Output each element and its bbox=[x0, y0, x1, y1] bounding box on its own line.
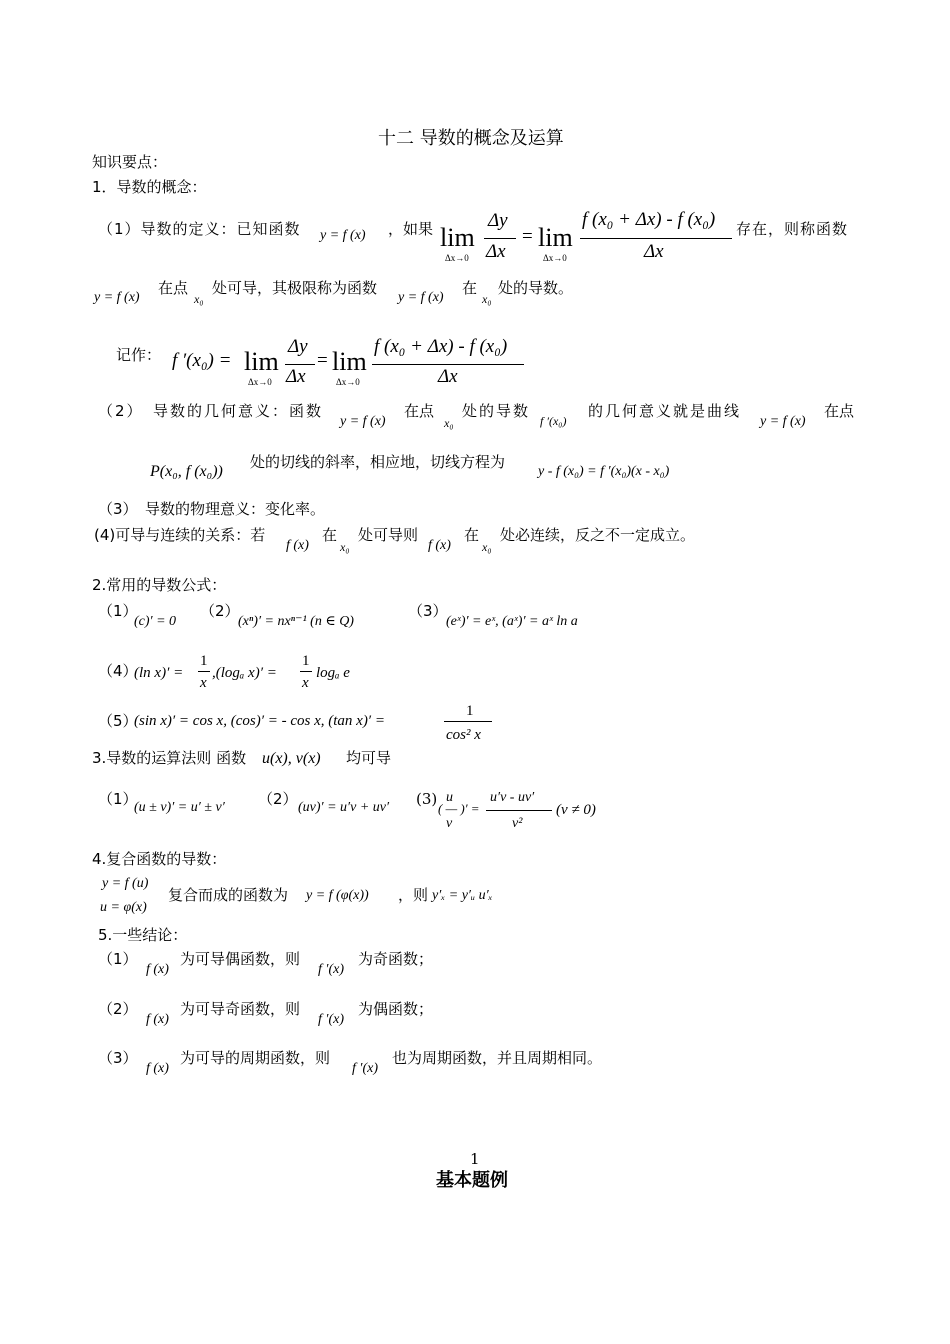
continuity-x0-2: x₀ bbox=[482, 540, 492, 554]
line2-derivative-end: 处的导数。 bbox=[498, 279, 574, 297]
line2-function: y = f (x) bbox=[94, 290, 140, 305]
notation-dy: Δy bbox=[288, 336, 308, 357]
rule-3-numerator: u′v - uv′ bbox=[490, 790, 535, 805]
formula-5-trig: (sin x)′ = cos x, (cos)′ = - cos x, (tan x)′ = bbox=[134, 713, 385, 729]
fraction-bar-1 bbox=[484, 238, 516, 239]
tangent-point: P(x₀, f (x₀)) bbox=[150, 463, 223, 480]
rule-3-u: u bbox=[446, 790, 453, 805]
rule-3-paren: ( — )′ = bbox=[438, 801, 480, 816]
rule-2-label: （2） bbox=[258, 790, 298, 808]
continuity-text-a: (4)可导与连续的关系：若 bbox=[94, 526, 266, 544]
geometric-function: y = f (x) bbox=[340, 414, 386, 429]
formula-4-x-a: x bbox=[200, 675, 207, 691]
continuity-text-c: 处可导则 bbox=[358, 526, 419, 544]
geometric-at-point: 在点 bbox=[404, 402, 435, 420]
rule-1: (u ± v)′ = u′ ± v′ bbox=[134, 800, 225, 815]
notation-denominator: Δx bbox=[438, 366, 458, 387]
definition-exists: 存在，则称函数 bbox=[736, 220, 849, 238]
section-3-uv: u(x), v(x) bbox=[262, 750, 321, 767]
section-3-heading: 3.导数的运算法则 函数 bbox=[92, 749, 247, 767]
fraction-bar-3 bbox=[285, 364, 315, 365]
line2-at: 在 bbox=[462, 279, 478, 297]
physical-meaning: （3） 导数的物理意义：变化率。 bbox=[98, 500, 326, 518]
line2-at-point: 在点 bbox=[158, 279, 189, 297]
conclusion-2-derivative: f ′(x) bbox=[318, 1012, 344, 1027]
notation-label: 记作： bbox=[116, 346, 162, 364]
composite-text-a: 复合而成的函数为 bbox=[168, 886, 289, 904]
limit-symbol-4: lim bbox=[332, 347, 367, 376]
page-number: 1 bbox=[470, 1150, 480, 1168]
conclusion-2-text-b: 为偶函数； bbox=[358, 1000, 434, 1018]
page-title: 十二 导数的概念及运算 bbox=[378, 128, 564, 149]
formula-5-label: （5） bbox=[98, 712, 138, 730]
formula-2: (xⁿ)′ = nxⁿ⁻¹ (n ∈ Q) bbox=[238, 614, 354, 629]
formula-4-log: ,(logₐ x)′ = bbox=[212, 665, 277, 681]
formula-1: (c)′ = 0 bbox=[134, 614, 177, 629]
notation-dx: Δx bbox=[286, 366, 306, 387]
limit-subscript-4: Δx→0 bbox=[336, 377, 360, 387]
next-section-heading: 基本题例 bbox=[436, 1170, 508, 1191]
formula-4-one-a: 1 bbox=[200, 653, 208, 669]
formula-4-loge: logₐ e bbox=[316, 665, 350, 681]
limit-subscript-3: Δx→0 bbox=[248, 377, 272, 387]
rule-1-label: （1） bbox=[98, 790, 138, 808]
composite-function: y = f (φ(x)) bbox=[306, 888, 369, 903]
formula-4-x-b: x bbox=[302, 675, 309, 691]
chain-rule: y′ₓ = y′ᵤ u′ₓ bbox=[432, 888, 493, 903]
geometric-label: （2） 导数的几何意义：函数 bbox=[98, 402, 324, 420]
definition-if: ，如果 bbox=[388, 220, 434, 238]
definition-function: y = f (x) bbox=[320, 228, 366, 243]
conclusion-3-label: （3） bbox=[98, 1049, 138, 1067]
limit-symbol-1: lim bbox=[440, 223, 475, 252]
fraction-bar-2 bbox=[580, 238, 732, 239]
equals-1: = bbox=[522, 226, 533, 247]
section-2-heading: 2.常用的导数公式： bbox=[92, 576, 227, 594]
limit-subscript-2: Δx→0 bbox=[543, 253, 567, 263]
formula-2-label: （2） bbox=[200, 602, 240, 620]
tangent-text: 处的切线的斜率，相应地，切线方程为 bbox=[250, 453, 506, 471]
formula-3-label: （3） bbox=[408, 602, 448, 620]
rule-3-denominator: v² bbox=[512, 816, 523, 831]
continuity-x0: x₀ bbox=[340, 540, 350, 554]
limit-subscript-1: Δx→0 bbox=[445, 253, 469, 263]
conclusion-3-fx: f (x) bbox=[146, 1061, 169, 1076]
geometric-x0: x₀ bbox=[444, 416, 454, 430]
rule-2: (uv)′ = u′v + uv′ bbox=[298, 800, 390, 815]
geometric-derivative-text: 处的导数 bbox=[462, 402, 531, 420]
conclusion-1-text-b: 为奇函数； bbox=[358, 950, 434, 968]
conclusion-3-text-b: 也为周期函数，并且周期相同。 bbox=[392, 1049, 603, 1067]
formula-5-bar bbox=[444, 721, 492, 722]
continuity-fx-2: f (x) bbox=[428, 538, 451, 553]
line2-x0: x₀ bbox=[194, 292, 204, 306]
conclusion-1-fx: f (x) bbox=[146, 962, 169, 977]
formula-4-ln: (ln x)′ = bbox=[134, 665, 184, 681]
difference-quotient-numerator: f (x₀ + Δx) - f (x₀) bbox=[582, 209, 716, 230]
conclusion-3-derivative: f ′(x) bbox=[352, 1061, 378, 1076]
knowledge-heading: 知识要点： bbox=[92, 153, 168, 171]
line2-x0-2: x₀ bbox=[482, 292, 492, 306]
difference-quotient-denominator: Δx bbox=[644, 241, 664, 262]
composite-system-2: u = φ(x) bbox=[100, 900, 147, 915]
conclusion-2-fx: f (x) bbox=[146, 1012, 169, 1027]
conclusion-2-text-a: 为可导奇函数，则 bbox=[180, 1000, 301, 1018]
tangent-equation: y - f (x₀) = f ′(x₀)(x - x₀) bbox=[538, 464, 670, 479]
formula-5-one: 1 bbox=[466, 703, 474, 719]
section-1-heading: 1．导数的概念： bbox=[92, 178, 207, 196]
limit-symbol-2: lim bbox=[538, 223, 573, 252]
formula-4-bar-a bbox=[198, 671, 210, 672]
continuity-text-e: 处必连续，反之不一定成立。 bbox=[500, 526, 696, 544]
formula-4-one-b: 1 bbox=[302, 653, 310, 669]
limit-symbol-3: lim bbox=[244, 347, 279, 376]
formula-4-label: （4） bbox=[98, 662, 138, 680]
notation-numerator: f (x₀ + Δx) - f (x₀) bbox=[374, 336, 508, 357]
formula-1-label: （1） bbox=[98, 602, 138, 620]
notation-lhs: f ′(x₀) = bbox=[172, 350, 232, 371]
definition-label: （1）导数的定义：已知函数 bbox=[98, 220, 301, 238]
composite-text-b: ，则 bbox=[398, 886, 429, 904]
conclusion-2-label: （2） bbox=[98, 1000, 138, 1018]
conclusion-1-label: （1） bbox=[98, 950, 138, 968]
formula-4-bar-b bbox=[300, 671, 312, 672]
fraction-dy: Δy bbox=[488, 210, 508, 231]
rule-3-bar bbox=[486, 810, 552, 811]
rule-3-label: (3) bbox=[416, 790, 438, 808]
formula-5-cos2: cos² x bbox=[446, 727, 481, 743]
geometric-at-point-2: 在点 bbox=[824, 402, 855, 420]
conclusion-3-text-a: 为可导的周期函数，则 bbox=[180, 1049, 331, 1067]
rule-3-v: v bbox=[446, 816, 453, 831]
line2-differentiable: 处可导，其极限称为函数 bbox=[212, 279, 378, 297]
geometric-derivative: f ′(x₀) bbox=[540, 414, 567, 428]
continuity-fx: f (x) bbox=[286, 538, 309, 553]
section-3-tail: 均可导 bbox=[346, 749, 392, 767]
fraction-dx: Δx bbox=[486, 241, 506, 262]
geometric-meaning-text: 的几何意义就是曲线 bbox=[588, 402, 742, 420]
line2-function-2: y = f (x) bbox=[398, 290, 444, 305]
section-4-heading: 4.复合函数的导数： bbox=[92, 850, 227, 868]
geometric-curve: y = f (x) bbox=[760, 414, 806, 429]
fraction-bar-4 bbox=[372, 364, 524, 365]
conclusion-1-derivative: f ′(x) bbox=[318, 962, 344, 977]
rule-3-condition: (v ≠ 0) bbox=[556, 802, 596, 818]
continuity-text-d: 在 bbox=[464, 526, 480, 544]
equals-2: = bbox=[317, 350, 328, 371]
conclusion-1-text-a: 为可导偶函数，则 bbox=[180, 950, 301, 968]
formula-3: (eˣ)′ = eˣ, (aˣ)′ = aˣ ln a bbox=[446, 614, 578, 629]
section-5-heading: 5.一些结论： bbox=[98, 926, 188, 944]
continuity-text-b: 在 bbox=[322, 526, 338, 544]
composite-system-1: y = f (u) bbox=[102, 876, 149, 891]
